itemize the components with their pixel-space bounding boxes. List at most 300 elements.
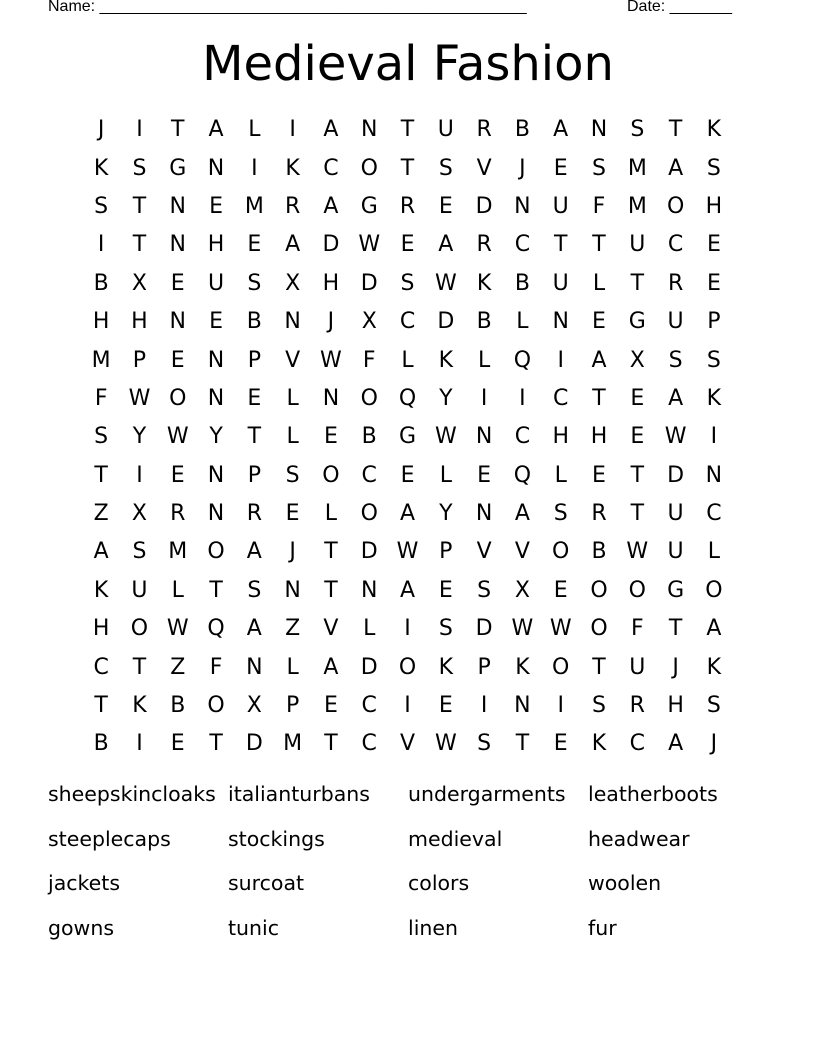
- grid-letter: S: [94, 424, 109, 450]
- grid-letter: H: [590, 424, 608, 450]
- grid-letter: T: [132, 654, 147, 680]
- grid-letter: T: [171, 117, 185, 143]
- grid-letter: E: [438, 577, 453, 603]
- grid-letter: T: [668, 117, 683, 143]
- grid-letter: S: [132, 155, 147, 181]
- grid-letter: N: [475, 424, 493, 450]
- grid-letter: X: [361, 309, 377, 335]
- grid-letter: N: [322, 385, 340, 411]
- grid-letter: I: [136, 731, 143, 757]
- grid-letter: C: [361, 731, 377, 757]
- grid-letter: C: [514, 424, 531, 450]
- grid-letter: K: [93, 577, 109, 603]
- grid-letter: R: [667, 270, 684, 296]
- grid-letter: R: [629, 693, 645, 719]
- grid-row: [82, 533, 734, 571]
- grid-letter: L: [477, 347, 491, 373]
- grid-letter: O: [169, 385, 187, 411]
- grid-letter: E: [592, 309, 606, 335]
- grid-letter: S: [247, 577, 262, 603]
- grid-letter: C: [361, 693, 377, 719]
- grid-letter: N: [360, 577, 378, 603]
- grid-letter: I: [557, 693, 564, 719]
- grid-letter: B: [591, 539, 607, 565]
- grid-letter: S: [592, 693, 606, 719]
- grid-letter: L: [707, 539, 721, 565]
- grid-letter: P: [707, 309, 721, 335]
- word-bank-item: colors: [408, 871, 470, 896]
- word-bank-item: surcoat: [228, 871, 305, 896]
- grid-letter: N: [246, 654, 263, 680]
- grid-letter: N: [169, 232, 186, 258]
- grid-letter: W: [166, 616, 189, 642]
- grid-letter: E: [170, 462, 185, 488]
- grid-letter: Y: [439, 385, 453, 411]
- grid-letter: N: [284, 309, 301, 335]
- grid-letter: E: [438, 693, 453, 719]
- word-bank-item: italianturbans: [228, 782, 370, 806]
- grid-row: [82, 725, 734, 763]
- grid-letter: T: [209, 577, 223, 603]
- word-bank-item: linen: [408, 916, 458, 941]
- grid-letter: L: [554, 462, 567, 488]
- grid-letter: E: [170, 347, 185, 373]
- grid-letter: R: [476, 232, 492, 258]
- grid-letter: T: [630, 270, 645, 296]
- grid-letter: A: [553, 117, 569, 143]
- grid-letter: U: [437, 117, 454, 143]
- grid-row: [82, 226, 734, 264]
- grid-letter: V: [399, 731, 416, 757]
- grid-letter: S: [477, 731, 492, 757]
- grid-letter: T: [324, 539, 338, 565]
- word-bank-item: stockings: [228, 826, 325, 851]
- grid-letter: S: [592, 155, 606, 181]
- grid-letter: T: [132, 193, 147, 219]
- grid-letter: M: [627, 155, 647, 181]
- grid-letter: V: [285, 347, 301, 373]
- grid-letter: H: [131, 309, 148, 335]
- grid-letter: O: [705, 577, 723, 603]
- grid-letter: N: [705, 462, 723, 488]
- grid-letter: B: [246, 309, 262, 335]
- word-bank-item: tunic: [228, 916, 279, 941]
- grid-letter: N: [475, 501, 493, 527]
- grid-letter: L: [439, 462, 452, 488]
- grid-letter: I: [519, 385, 526, 411]
- grid-letter: K: [476, 270, 492, 296]
- grid-letter: A: [668, 385, 684, 411]
- grid-letter: T: [630, 501, 645, 527]
- grid-letter: N: [360, 117, 378, 143]
- grid-letter: T: [592, 232, 606, 258]
- grid-letter: M: [244, 193, 264, 219]
- grid-letter: E: [247, 385, 262, 411]
- grid-letter: T: [668, 616, 683, 642]
- grid-letter: C: [399, 309, 416, 335]
- grid-letter: H: [667, 693, 684, 719]
- grid-letter: V: [476, 539, 492, 565]
- grid-letter: A: [208, 117, 224, 143]
- grid-letter: Y: [132, 424, 147, 450]
- grid-letter: W: [320, 347, 342, 373]
- grid-letter: K: [591, 731, 607, 757]
- grid-letter: T: [630, 462, 645, 488]
- grid-letter: R: [399, 193, 416, 219]
- grid-letter: S: [630, 117, 645, 143]
- grid-letter: K: [706, 385, 722, 411]
- grid-letter: C: [323, 155, 339, 181]
- grid-letter: Y: [209, 424, 223, 450]
- grid-letter: S: [438, 155, 453, 181]
- grid-letter: U: [552, 193, 569, 219]
- grid-letter: N: [514, 693, 531, 719]
- grid-row: [82, 572, 734, 610]
- grid-letter: A: [246, 616, 262, 642]
- grid-letter: N: [590, 117, 608, 143]
- grid-letter: U: [207, 270, 225, 296]
- grid-letter: O: [666, 193, 685, 219]
- grid-row: [82, 457, 734, 495]
- grid-letter: X: [629, 347, 645, 373]
- grid-letter: D: [322, 232, 340, 258]
- grid-letter: S: [706, 693, 721, 719]
- grid-letter: K: [438, 347, 454, 373]
- grid-letter: U: [629, 232, 646, 258]
- grid-letter: D: [667, 462, 685, 488]
- grid-letter: N: [552, 309, 569, 335]
- grid-letter: W: [511, 616, 534, 642]
- grid-letter: C: [93, 654, 109, 680]
- grid-letter: H: [705, 193, 723, 219]
- grid-letter: L: [286, 654, 299, 680]
- grid-letter: N: [207, 385, 225, 411]
- grid-letter: H: [207, 232, 225, 258]
- grid-letter: M: [627, 193, 647, 219]
- grid-letter: K: [93, 155, 109, 181]
- grid-letter: D: [360, 654, 378, 680]
- grid-row: [82, 495, 734, 533]
- grid-letter: E: [170, 731, 185, 757]
- page-title: Medieval Fashion: [202, 36, 614, 92]
- grid-row: [82, 648, 734, 686]
- grid-letter: E: [553, 577, 568, 603]
- grid-letter: B: [93, 731, 109, 757]
- grid-letter: J: [519, 155, 526, 181]
- word-bank-item: jackets: [48, 871, 121, 896]
- grid-letter: W: [434, 731, 457, 757]
- grid-letter: S: [247, 270, 262, 296]
- grid-letter: K: [706, 117, 722, 143]
- grid-letter: K: [132, 693, 147, 719]
- grid-letter: L: [401, 347, 414, 373]
- grid-letter: S: [285, 462, 300, 488]
- grid-letter: A: [323, 654, 339, 680]
- grid-letter: S: [438, 616, 453, 642]
- grid-letter: A: [591, 347, 607, 373]
- grid-letter: J: [672, 654, 679, 680]
- grid-letter: X: [514, 577, 530, 603]
- grid-letter: V: [514, 539, 530, 565]
- grid-letter: I: [136, 462, 143, 488]
- grid-letter: V: [323, 616, 339, 642]
- grid-letter: E: [170, 270, 185, 296]
- word-bank-item: woolen: [588, 871, 662, 896]
- grid-letter: D: [360, 539, 378, 565]
- grid-letter: I: [404, 616, 411, 642]
- grid-letter: I: [710, 424, 718, 450]
- grid-letter: N: [284, 577, 301, 603]
- grid-letter: D: [475, 616, 493, 642]
- grid-letter: P: [247, 347, 261, 373]
- grid-letter: E: [630, 385, 645, 411]
- grid-letter: E: [323, 693, 338, 719]
- grid-letter: D: [245, 731, 263, 757]
- grid-letter: O: [322, 462, 340, 488]
- grid-letter: O: [590, 616, 608, 642]
- grid-letter: N: [207, 462, 225, 488]
- grid-letter: O: [552, 539, 570, 565]
- date-field-label: Date: _______: [627, 0, 732, 15]
- grid-row: [82, 341, 734, 379]
- grid-letter: U: [667, 539, 684, 565]
- grid-letter: E: [553, 155, 568, 181]
- grid-letter: U: [667, 501, 684, 527]
- grid-letter: N: [514, 193, 531, 219]
- grid-letter: E: [247, 232, 262, 258]
- grid-letter: G: [628, 309, 646, 335]
- grid-row: [82, 111, 734, 149]
- grid-letter: O: [207, 693, 225, 719]
- grid-letter: F: [630, 616, 644, 642]
- grid-letter: O: [360, 385, 378, 411]
- grid-letter: S: [706, 155, 721, 181]
- grid-letter: E: [706, 270, 721, 296]
- grid-letter: C: [629, 731, 645, 757]
- grid-letter: F: [592, 193, 606, 219]
- grid-letter: O: [360, 501, 378, 527]
- grid-letter: O: [628, 577, 646, 603]
- grid-letter: T: [553, 232, 568, 258]
- grid-letter: E: [592, 462, 606, 488]
- grid-letter: O: [207, 539, 225, 565]
- grid-letter: S: [132, 539, 147, 565]
- grid-letter: T: [94, 693, 108, 719]
- grid-letter: A: [399, 577, 416, 603]
- grid-letter: S: [94, 193, 109, 219]
- grid-letter: W: [434, 270, 457, 296]
- grid-letter: B: [93, 270, 109, 296]
- grid-letter: Q: [398, 385, 417, 411]
- grid-letter: H: [552, 424, 569, 450]
- grid-row: [82, 418, 734, 456]
- grid-letter: G: [398, 424, 417, 450]
- grid-letter: E: [323, 424, 338, 450]
- grid-letter: B: [514, 270, 530, 296]
- grid-letter: T: [592, 654, 606, 680]
- grid-letter: C: [514, 232, 531, 258]
- grid-letter: C: [361, 462, 377, 488]
- grid-row: [82, 149, 734, 187]
- grid-letter: K: [438, 654, 454, 680]
- grid-letter: B: [514, 117, 530, 143]
- grid-letter: C: [706, 501, 722, 527]
- grid-row: [82, 610, 734, 648]
- grid-row: [82, 303, 734, 341]
- grid-letter: T: [324, 731, 338, 757]
- grid-letter: Z: [170, 654, 186, 680]
- grid-letter: T: [515, 731, 530, 757]
- grid-letter: V: [476, 155, 492, 181]
- grid-letter: O: [552, 654, 570, 680]
- grid-letter: N: [207, 155, 225, 181]
- grid-letter: H: [322, 270, 340, 296]
- grid-letter: U: [667, 309, 684, 335]
- grid-row: [82, 380, 734, 418]
- grid-letter: D: [475, 193, 493, 219]
- grid-letter: W: [664, 424, 687, 450]
- grid-letter: X: [246, 693, 262, 719]
- letter-grid: [82, 111, 734, 764]
- grid-letter: A: [246, 539, 262, 565]
- grid-letter: H: [92, 309, 110, 335]
- grid-letter: A: [93, 539, 109, 565]
- grid-letter: A: [668, 731, 684, 757]
- grid-letter: L: [286, 385, 299, 411]
- grid-letter: E: [553, 731, 568, 757]
- grid-letter: K: [515, 654, 530, 680]
- grid-letter: K: [285, 155, 300, 181]
- grid-letter: E: [630, 424, 645, 450]
- grid-letter: A: [438, 232, 454, 258]
- grid-row: [82, 687, 734, 725]
- grid-letter: U: [629, 654, 646, 680]
- grid-letter: S: [553, 501, 568, 527]
- word-bank-item: undergarments: [408, 782, 566, 806]
- grid-letter: N: [169, 309, 186, 335]
- word-bank-item: medieval: [408, 826, 503, 851]
- grid-letter: T: [209, 731, 223, 757]
- grid-letter: G: [667, 577, 685, 603]
- grid-letter: I: [480, 385, 488, 411]
- grid-row: [82, 188, 734, 226]
- grid-letter: R: [591, 501, 607, 527]
- grid-letter: E: [209, 193, 223, 219]
- grid-letter: I: [404, 693, 411, 719]
- grid-letter: B: [476, 309, 492, 335]
- grid-letter: E: [400, 232, 415, 258]
- grid-letter: W: [128, 385, 151, 411]
- grid-letter: P: [285, 693, 300, 719]
- name-field-label: Name: ________________________________________________: [48, 0, 527, 15]
- grid-letter: R: [246, 501, 262, 527]
- grid-letter: E: [209, 309, 223, 335]
- grid-letter: Y: [439, 501, 453, 527]
- grid-letter: L: [324, 501, 338, 527]
- grid-letter: W: [549, 616, 572, 642]
- grid-letter: I: [251, 155, 258, 181]
- grid-letter: P: [439, 539, 453, 565]
- grid-letter: P: [477, 654, 491, 680]
- grid-letter: O: [398, 654, 417, 680]
- grid-letter: A: [323, 117, 339, 143]
- grid-letter: C: [667, 232, 684, 258]
- grid-letter: L: [171, 577, 184, 603]
- grid-letter: P: [247, 462, 261, 488]
- grid-letter: X: [131, 501, 147, 527]
- word-bank-item: gowns: [48, 916, 114, 941]
- grid-letter: J: [289, 539, 296, 565]
- grid-letter: X: [131, 270, 147, 296]
- grid-letter: M: [283, 731, 303, 757]
- grid-letter: T: [247, 424, 262, 450]
- grid-letter: T: [94, 462, 108, 488]
- grid-letter: I: [480, 693, 488, 719]
- grid-letter: I: [557, 347, 564, 373]
- grid-letter: E: [477, 462, 492, 488]
- grid-letter: L: [248, 117, 261, 143]
- grid-letter: C: [553, 385, 569, 411]
- grid-letter: A: [514, 501, 530, 527]
- word-bank-item: steeplecaps: [48, 826, 171, 851]
- grid-letter: T: [400, 117, 415, 143]
- grid-letter: Q: [513, 347, 532, 373]
- grid-letter: E: [400, 462, 415, 488]
- grid-letter: J: [327, 309, 335, 335]
- grid-letter: T: [324, 577, 338, 603]
- grid-letter: F: [209, 654, 223, 680]
- grid-letter: N: [207, 347, 225, 373]
- grid-letter: W: [626, 539, 649, 565]
- grid-letter: F: [362, 347, 376, 373]
- grid-letter: R: [476, 117, 492, 143]
- grid-letter: E: [706, 232, 721, 258]
- grid-letter: A: [285, 232, 301, 258]
- grid-letter: W: [358, 232, 381, 258]
- word-bank-item: headwear: [588, 826, 690, 851]
- grid-letter: A: [399, 501, 416, 527]
- grid-letter: L: [363, 616, 376, 642]
- grid-letter: S: [706, 347, 721, 373]
- grid-letter: Z: [93, 501, 109, 527]
- grid-letter: R: [284, 193, 301, 219]
- grid-letter: T: [400, 155, 415, 181]
- grid-letter: A: [668, 155, 684, 181]
- grid-letter: N: [169, 193, 186, 219]
- grid-letter: L: [592, 270, 606, 296]
- grid-letter: I: [136, 117, 143, 143]
- grid-letter: B: [361, 424, 377, 450]
- grid-letter: S: [400, 270, 415, 296]
- grid-letter: T: [132, 232, 147, 258]
- word-bank-item: sheepskincloaks: [48, 782, 216, 806]
- grid-letter: G: [360, 193, 378, 219]
- grid-letter: P: [132, 347, 147, 373]
- grid-letter: D: [360, 270, 378, 296]
- grid-letter: F: [94, 385, 108, 411]
- grid-letter: Q: [207, 616, 225, 642]
- grid-letter: G: [169, 155, 187, 181]
- grid-letter: J: [97, 117, 105, 143]
- grid-letter: H: [92, 616, 110, 642]
- grid-letter: W: [434, 424, 457, 450]
- grid-letter: O: [130, 616, 149, 642]
- grid-letter: D: [437, 309, 455, 335]
- grid-letter: L: [516, 309, 529, 335]
- word-bank-item: leatherboots: [588, 782, 718, 806]
- word-bank: [48, 777, 768, 956]
- grid-letter: S: [668, 347, 683, 373]
